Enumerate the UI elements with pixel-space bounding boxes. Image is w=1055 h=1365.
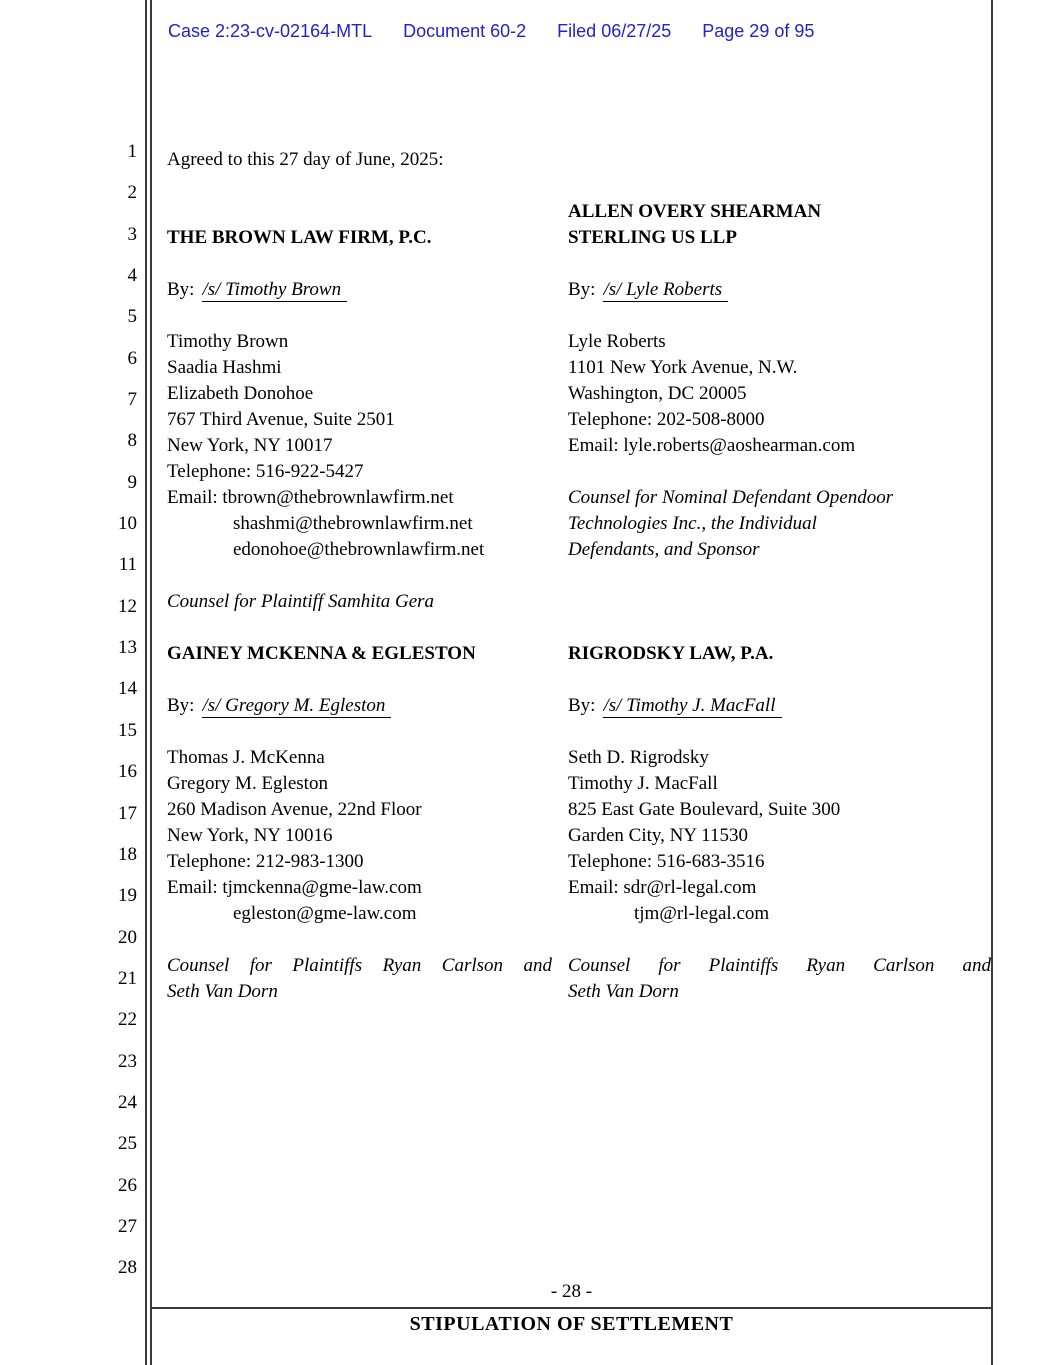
court-filing-stamp — [168, 21, 814, 42]
line-number: 12 — [118, 595, 137, 617]
address-line: 260 Madison Avenue, 22nd Floor — [167, 799, 422, 820]
counsel-samhita-gera: Counsel for Plaintiff Samhita Gera — [167, 591, 435, 612]
counsel-line: Counsel for Plaintiffs Ryan Carlson and — [167, 955, 552, 976]
case-number: Case 2:23-cv-02164-MTL — [168, 21, 373, 41]
address-line: Lyle Roberts — [568, 331, 666, 352]
line-number: 11 — [118, 554, 137, 576]
firm-name-gainey-mckenna: GAINEY MCKENNA & EGLESTON — [167, 643, 476, 664]
counsel-line: Seth Van Dorn — [167, 981, 278, 1002]
line-number: 9 — [127, 471, 137, 493]
line-number: 5 — [127, 306, 137, 328]
line-number: 27 — [118, 1215, 137, 1237]
address-line: Telephone: 202-508-8000 — [568, 409, 765, 430]
left-double-rule — [145, 0, 152, 1365]
firm-name-line: STERLING US LLP — [568, 227, 737, 248]
line-number-column — [57, 131, 137, 1289]
address-line: Email: lyle.roberts@aoshearman.com — [568, 435, 856, 456]
line-number: 7 — [127, 389, 137, 411]
signature-line-gregory-egleston — [167, 693, 552, 719]
signature-page-content — [167, 147, 991, 1005]
counsel-line: Counsel for Plaintiffs Ryan Carlson and — [568, 955, 991, 976]
line-number: 25 — [118, 1133, 137, 1155]
address-line: New York, NY 10016 — [167, 825, 333, 846]
line-number: 20 — [118, 926, 137, 948]
address-line: Timothy Brown — [167, 331, 289, 352]
brown-law-contact-block — [167, 329, 552, 563]
address-line: 825 East Gate Boulevard, Suite 300 — [568, 799, 841, 820]
counsel-line: Seth Van Dorn — [568, 981, 679, 1002]
line-number: 22 — [118, 1009, 137, 1031]
line-number: 19 — [118, 885, 137, 907]
footer-rule — [152, 1307, 991, 1309]
email-continuation-block — [167, 511, 552, 563]
address-line: Washington, DC 20005 — [568, 383, 747, 404]
address-line: Gregory M. Egleston — [167, 773, 328, 794]
signature-line-timothy-brown — [167, 277, 552, 303]
firm-name-allen-overy — [568, 199, 991, 251]
address-line: Telephone: 212-983-1300 — [167, 851, 364, 872]
counsel-nominal-defendant — [568, 485, 991, 563]
firm-name-rigrodsky: RIGRODSKY LAW, P.A. — [568, 643, 774, 664]
address-block — [167, 329, 552, 511]
line-number: 26 — [118, 1174, 137, 1196]
counsel-carlson-vandorn-right — [568, 953, 991, 1005]
agreement-date-line: Agreed to this 27 day of June, 2025: — [167, 149, 444, 170]
email-continuation-line: tjm@rl-legal.com — [634, 903, 770, 924]
counsel-line: Counsel for Nominal Defendant Opendoor — [568, 487, 894, 508]
filed-date: Filed 06/27/25 — [557, 21, 672, 41]
signature-name-gregory-egleston: /s/ Gregory M. Egleston — [202, 695, 391, 718]
counsel-line: Defendants, and Sponsor — [568, 539, 760, 560]
page-number: - 28 - — [550, 1281, 593, 1302]
line-number: 28 — [118, 1257, 137, 1279]
address-line: 1101 New York Avenue, N.W. — [568, 357, 798, 378]
email-continuation-block — [568, 901, 991, 927]
document-title: STIPULATION OF SETTLEMENT — [409, 1313, 734, 1335]
line-number: 17 — [118, 802, 137, 824]
by-label: By: — [167, 695, 195, 716]
line-number: 15 — [118, 719, 137, 741]
line-number: 24 — [118, 1091, 137, 1113]
address-line: Telephone: 516-683-3516 — [568, 851, 765, 872]
line-number: 2 — [127, 182, 137, 204]
line-number: 16 — [118, 761, 137, 783]
allen-overy-contact-block — [568, 329, 991, 563]
address-line: Email: tbrown@thebrownlawfirm.net — [167, 487, 454, 508]
address-line: New York, NY 10017 — [167, 435, 333, 456]
signature-line-timothy-macfall — [568, 693, 991, 719]
email-continuation-line: egleston@gme-law.com — [233, 903, 417, 924]
signature-line-lyle-roberts — [568, 277, 991, 303]
page-info: Page 29 of 95 — [702, 21, 815, 41]
email-continuation-block — [167, 901, 552, 927]
signature-name-lyle-roberts: /s/ Lyle Roberts — [603, 279, 728, 302]
address-line: Email: sdr@rl-legal.com — [568, 877, 757, 898]
line-number: 18 — [118, 843, 137, 865]
address-line: Elizabeth Donohoe — [167, 383, 314, 404]
address-line: Email: tjmckenna@gme-law.com — [167, 877, 422, 898]
signature-name-timothy-macfall: /s/ Timothy J. MacFall — [603, 695, 781, 718]
line-number: 6 — [127, 347, 137, 369]
rigrodsky-contact-block — [568, 745, 991, 927]
line-number: 10 — [118, 513, 137, 535]
address-block — [167, 745, 552, 901]
signature-blocks-grid — [167, 199, 991, 1005]
firm-name-brown-law: THE BROWN LAW FIRM, P.C. — [167, 227, 432, 248]
counsel-line: Technologies Inc., the Individual — [568, 513, 817, 534]
email-continuation-line: shashmi@thebrownlawfirm.net — [233, 513, 473, 534]
empty-cell — [568, 589, 991, 615]
address-line: 767 Third Avenue, Suite 2501 — [167, 409, 395, 430]
address-line: Saadia Hashmi — [167, 357, 282, 378]
line-number: 21 — [118, 967, 137, 989]
by-label: By: — [568, 695, 596, 716]
address-line: Timothy J. MacFall — [568, 773, 718, 794]
line-number: 1 — [127, 141, 137, 162]
address-line: Garden City, NY 11530 — [568, 825, 748, 846]
counsel-carlson-vandorn-left — [167, 953, 552, 1005]
address-line: Seth D. Rigrodsky — [568, 747, 709, 768]
signature-name-timothy-brown: /s/ Timothy Brown — [202, 279, 347, 302]
by-label: By: — [568, 279, 596, 300]
address-block — [568, 745, 991, 901]
address-line: Thomas J. McKenna — [167, 747, 325, 768]
line-number: 13 — [118, 637, 137, 659]
email-continuation-line: edonohoe@thebrownlawfirm.net — [233, 539, 485, 560]
firm-name-line: ALLEN OVERY SHEARMAN — [568, 201, 822, 222]
gainey-mckenna-contact-block — [167, 745, 552, 927]
line-number: 23 — [118, 1050, 137, 1072]
line-number: 3 — [127, 223, 137, 245]
document-number: Document 60-2 — [403, 21, 527, 41]
line-number: 8 — [127, 430, 137, 452]
address-line: Telephone: 516-922-5427 — [167, 461, 364, 482]
line-number: 14 — [118, 678, 137, 700]
line-number: 4 — [127, 265, 137, 287]
right-rule — [991, 0, 993, 1365]
by-label: By: — [167, 279, 195, 300]
address-block — [568, 329, 991, 459]
